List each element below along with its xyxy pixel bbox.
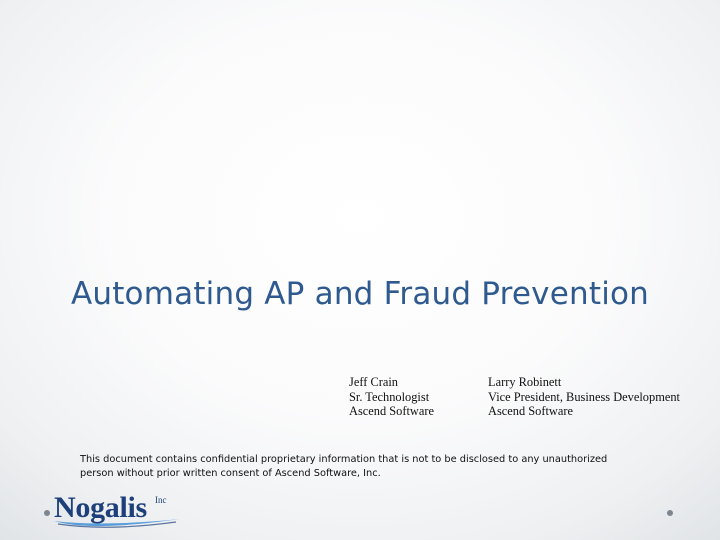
confidentiality-disclaimer: This document contains confidential proprietary information that is not to be disclosed to any unauthorized person without prior written consent of Ascend Software, Inc.	[80, 454, 608, 479]
presenter-name: Jeff Crain	[349, 375, 398, 389]
decorative-dot-icon	[44, 510, 50, 516]
presenter-block	[349, 375, 434, 419]
nogalis-logo	[52, 491, 182, 531]
decorative-dot-icon	[667, 510, 673, 516]
presenter-block	[488, 375, 680, 419]
logo-superscript: Inc	[155, 495, 167, 505]
presenter-role: Vice President, Business Development	[488, 389, 680, 404]
presenter-name: Larry Robinett	[488, 375, 562, 389]
presenter-company: Ascend Software	[349, 404, 434, 418]
slide-title: Automating AP and Fraud Prevention	[70, 276, 650, 312]
logo-wordmark: Nogalis	[54, 491, 147, 524]
presenter-company: Ascend Software	[488, 404, 573, 418]
presenter-role: Sr. Technologist	[349, 389, 430, 404]
logo-swoosh-icon	[52, 513, 182, 529]
